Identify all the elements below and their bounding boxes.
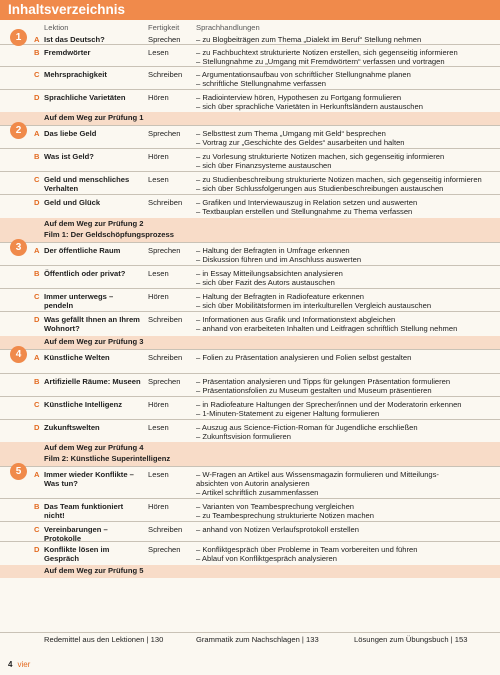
lesson-letter: B <box>34 502 40 511</box>
lesson-row[interactable] <box>0 148 500 171</box>
activity-item: – zu Teambesprechung strukturierte Notizen machen <box>196 511 374 520</box>
lesson-title: Das liebe Geld <box>44 129 97 138</box>
lesson-letter: D <box>34 315 40 324</box>
chapter-3 <box>0 242 500 349</box>
lesson-activities <box>196 93 496 111</box>
activity-item: – Ablauf von Konfliktgespräch analysieren <box>196 554 337 563</box>
lesson-letter: B <box>34 48 40 57</box>
chapter-number-badge: 5 <box>10 463 27 480</box>
lesson-letter: B <box>34 152 40 161</box>
lesson-row[interactable] <box>0 265 500 288</box>
lesson-activities <box>196 315 496 333</box>
lesson-letter: C <box>34 525 40 534</box>
footer-loesungen[interactable]: Lösungen zum Übungsbuch | 153 <box>354 635 468 644</box>
lesson-skill: Lesen <box>148 48 169 57</box>
lesson-title: Künstliche Intelligenz <box>44 400 123 409</box>
lesson-row[interactable] <box>0 32 500 44</box>
lesson-activities <box>196 545 496 563</box>
chapter-5 <box>0 466 500 578</box>
lesson-letter: D <box>34 93 40 102</box>
lesson-activities <box>196 175 496 193</box>
activity-item: – 1-Minuten-Statement zu eigener Haltung formulieren <box>196 409 380 418</box>
activity-item: – Haltung der Befragten in Radiofeature erkennen <box>196 292 365 301</box>
lesson-activities <box>196 502 496 520</box>
activity-item: – Varianten von Teambesprechung vergleichen <box>196 502 355 511</box>
lesson-skill: Sprechen <box>148 246 181 255</box>
lesson-skill: Hören <box>148 292 169 301</box>
lesson-skill: Schreiben <box>148 525 183 534</box>
lesson-skill: Sprechen <box>148 129 181 138</box>
activity-item: – Präsentation analysieren und Tipps für gelungen Präsentation formulieren <box>196 377 451 386</box>
lesson-activities <box>196 269 496 287</box>
lesson-row[interactable] <box>0 66 500 89</box>
lesson-row[interactable] <box>0 466 500 498</box>
lesson-title: Das Team funktioniert nicht! <box>44 502 124 520</box>
lesson-title: Sprachliche Varietäten <box>44 93 126 102</box>
activity-item: – Informationen aus Grafik und Informationstext abgleichen <box>196 315 396 324</box>
lesson-title: Künstliche Welten <box>44 353 110 362</box>
chapter-number-badge: 1 <box>10 29 27 46</box>
exam-prep-band <box>0 565 500 578</box>
lesson-letter: A <box>34 353 40 362</box>
lesson-row[interactable] <box>0 125 500 148</box>
lesson-skill: Schreiben <box>148 70 183 79</box>
lesson-row[interactable] <box>0 311 500 336</box>
header-sprachhandlungen: Sprachhandlungen <box>196 23 260 32</box>
lesson-row[interactable] <box>0 373 500 396</box>
chapter-number-badge: 3 <box>10 239 27 256</box>
exam-prep-band <box>0 218 500 242</box>
lesson-skill: Sprechen <box>148 545 181 554</box>
chapter-number-badge: 2 <box>10 122 27 139</box>
activity-item: – sich über Schlussfolgerungen aus Studienbeschreibungen austauschen <box>196 184 444 193</box>
activity-item: – sich über Mobilitätsformen im interkulturellen Vergleich austauschen <box>196 301 432 310</box>
lesson-letter: B <box>34 377 40 386</box>
lesson-skill: Lesen <box>148 175 169 184</box>
lesson-row[interactable] <box>0 396 500 419</box>
activity-item: – Zukunftsvision formulieren <box>196 432 291 441</box>
exam-prep-line: Auf dem Weg zur Prüfung 4 <box>44 443 144 452</box>
lesson-row[interactable] <box>0 194 500 218</box>
lesson-activities <box>196 48 496 66</box>
page-number <box>8 660 30 669</box>
lesson-row[interactable] <box>0 349 500 373</box>
lesson-skill: Schreiben <box>148 315 183 324</box>
header-lektion: Lektion <box>44 23 69 32</box>
activity-item: – anhand von Notizen Verlaufsprotokoll erstellen <box>196 525 359 534</box>
lesson-skill: Lesen <box>148 269 169 278</box>
exam-prep-line: Auf dem Weg zur Prüfung 1 <box>44 113 144 122</box>
lesson-letter: B <box>34 269 40 278</box>
lesson-letter: C <box>34 70 40 79</box>
activity-item: – anhand von erarbeiteten Inhalten und Leitfragen schriftlich Stellung nehmen <box>196 324 458 333</box>
activity-item: – Stellungnahme zu „Umgang mit Fremdwörtern“ verfassen und vortragen <box>196 57 445 66</box>
lesson-skill: Schreiben <box>148 198 183 207</box>
activity-item: – Diskussion führen und im Anschluss auswerten <box>196 255 362 264</box>
page-number-digit: 4 <box>8 660 13 669</box>
exam-prep-band <box>0 112 500 125</box>
lesson-row[interactable] <box>0 171 500 194</box>
exam-prep-band <box>0 336 500 349</box>
lesson-title: Konflikte lösen im Gespräch <box>44 545 110 563</box>
lesson-activities <box>196 423 496 441</box>
lesson-title: Immer wieder Konflikte – Was tun? <box>44 470 134 488</box>
lesson-row[interactable] <box>0 242 500 265</box>
lesson-title: Was ist Geld? <box>44 152 94 161</box>
lesson-title: Was gefällt Ihnen an Ihrem Wohnort? <box>44 315 140 333</box>
activity-item: – zu Blogbeiträgen zum Thema „Dialekt im Beruf“ Stellung nehmen <box>196 35 422 44</box>
header-fertigkeit: Fertigkeit <box>148 23 180 32</box>
lesson-title: Artifizielle Räume: Museen <box>44 377 141 386</box>
activity-item: – Artikel schriftlich zusammenfassen <box>196 488 319 497</box>
activity-item: – Argumentationsaufbau von schriftlicher Stellungnahme planen <box>196 70 411 79</box>
lesson-activities <box>196 246 496 264</box>
lesson-skill: Lesen <box>148 470 169 479</box>
lesson-title: Geld und menschliches Verhalten <box>44 175 130 193</box>
lesson-letter: C <box>34 292 40 301</box>
chapter-1 <box>0 32 500 125</box>
lesson-activities <box>196 198 496 216</box>
lesson-skill: Sprechen <box>148 35 181 44</box>
activity-item: – Selbsttest zum Thema „Umgang mit Geld“ besprechen <box>196 129 386 138</box>
activity-item: – W-Fragen an Artikel aus Wissensmagazin formulieren und Mitteilungs- <box>196 470 439 479</box>
lesson-row[interactable] <box>0 498 500 521</box>
activity-item: – sich über Finanzsysteme austauschen <box>196 161 332 170</box>
activity-item: – Haltung der Befragten in Umfrage erkennen <box>196 246 350 255</box>
lesson-letter: A <box>34 129 40 138</box>
lesson-title: Geld und Glück <box>44 198 101 207</box>
lesson-row[interactable] <box>0 419 500 442</box>
lesson-row[interactable] <box>0 89 500 112</box>
lesson-activities <box>196 35 496 44</box>
lesson-title: Ist das Deutsch? <box>44 35 105 44</box>
activity-item: – in Essay Mitteilungsabsichten analysieren <box>196 269 343 278</box>
lesson-skill: Sprechen <box>148 377 181 386</box>
lesson-title: Immer unterwegs – pendeln <box>44 292 114 310</box>
lesson-skill: Hören <box>148 152 169 161</box>
lesson-title: Mehrsprachigkeit <box>44 70 107 79</box>
lesson-skill: Hören <box>148 400 169 409</box>
footer-redemittel[interactable]: Redemittel aus den Lektionen | 130 <box>44 635 164 644</box>
activity-item: – Textbauplan erstellen und Stellungnahme zu Thema verfassen <box>196 207 413 216</box>
activity-item: – zu Studienbeschreibung strukturierte Notizen machen, sich gegenseitig informieren <box>196 175 482 184</box>
footer <box>0 632 500 646</box>
activity-item: – Vortrag zur „Geschichte des Geldes“ ausarbeiten und halten <box>196 138 405 147</box>
activity-item: – zu Fachbuchtext strukturierte Notizen erstellen, sich gegenseitig informieren <box>196 48 458 57</box>
exam-prep-band <box>0 442 500 466</box>
activity-item: – Konfliktgespräch über Probleme in Team vorbereiten und führen <box>196 545 418 554</box>
activity-item: – sich über sprachliche Varietäten in Herkunftsländern austauschen <box>196 102 423 111</box>
lesson-letter: D <box>34 198 40 207</box>
chapter-2 <box>0 125 500 242</box>
activity-item: – schriftliche Stellungnahme verfassen <box>196 79 327 88</box>
lesson-activities <box>196 377 496 395</box>
exam-prep-line: Film 1: Der Geldschöpfungsprozess <box>44 230 174 239</box>
lesson-title: Fremdwörter <box>44 48 91 57</box>
lesson-activities <box>196 152 496 170</box>
lesson-row[interactable] <box>0 541 500 565</box>
exam-prep-line: Film 2: Künstliche Superintelligenz <box>44 454 171 463</box>
page-title: Inhaltsverzeichnis <box>0 0 500 20</box>
lesson-row[interactable] <box>0 44 500 66</box>
lesson-title: Öffentlich oder privat? <box>44 269 126 278</box>
column-headers <box>0 0 500 32</box>
activity-item: – Auszug aus Science-Fiction-Roman für Jugendliche erschließen <box>196 423 418 432</box>
exam-prep-line: Auf dem Weg zur Prüfung 5 <box>44 566 144 575</box>
exam-prep-line: Auf dem Weg zur Prüfung 2 <box>44 219 144 228</box>
lesson-skill: Hören <box>148 93 169 102</box>
footer-grammatik[interactable]: Grammatik zum Nachschlagen | 133 <box>196 635 319 644</box>
lesson-letter: C <box>34 400 40 409</box>
lesson-row[interactable] <box>0 521 500 541</box>
chapter-4 <box>0 349 500 466</box>
lesson-activities <box>196 470 496 497</box>
activity-item: – sich über Fazit des Autors austauschen <box>196 278 335 287</box>
lesson-letter: C <box>34 175 40 184</box>
lesson-title: Zukunftswelten <box>44 423 100 432</box>
lesson-activities <box>196 353 496 362</box>
lesson-title: Vereinbarungen – Protokolle <box>44 525 108 543</box>
activity-item: absichten von Autorin analysieren <box>196 479 310 488</box>
table-of-contents <box>0 32 500 578</box>
lesson-row[interactable] <box>0 288 500 311</box>
lesson-title: Der öffentliche Raum <box>44 246 121 255</box>
exam-prep-line: Auf dem Weg zur Prüfung 3 <box>44 337 144 346</box>
chapter-number-badge: 4 <box>10 346 27 363</box>
activity-item: – Grafiken und Interviewauszug in Relation setzen und auswerten <box>196 198 418 207</box>
activity-item: – Präsentationsfolien zu Museum gestalten und Museum präsentieren <box>196 386 432 395</box>
lesson-letter: D <box>34 545 40 554</box>
activity-item: – Folien zu Präsentation analysieren und Folien selbst gestalten <box>196 353 412 362</box>
lesson-skill: Lesen <box>148 423 169 432</box>
lesson-letter: A <box>34 470 40 479</box>
lesson-activities <box>196 70 496 88</box>
activity-item: – Radiointerview hören, Hypothesen zu Fortgang formulieren <box>196 93 402 102</box>
lesson-skill: Schreiben <box>148 353 183 362</box>
lesson-activities <box>196 129 496 147</box>
lesson-activities <box>196 525 496 534</box>
lesson-skill: Hören <box>148 502 169 511</box>
activity-item: – in Radiofeature Haltungen der Sprecher/innen und der Moderatorin erkennen <box>196 400 462 409</box>
lesson-letter: A <box>34 246 40 255</box>
lesson-letter: D <box>34 423 40 432</box>
lesson-letter: A <box>34 35 40 44</box>
lesson-activities <box>196 400 496 418</box>
activity-item: – zu Vorlesung strukturierte Notizen machen, sich gegenseitig informieren <box>196 152 445 161</box>
page-number-word: vier <box>17 660 31 669</box>
lesson-activities <box>196 292 496 310</box>
